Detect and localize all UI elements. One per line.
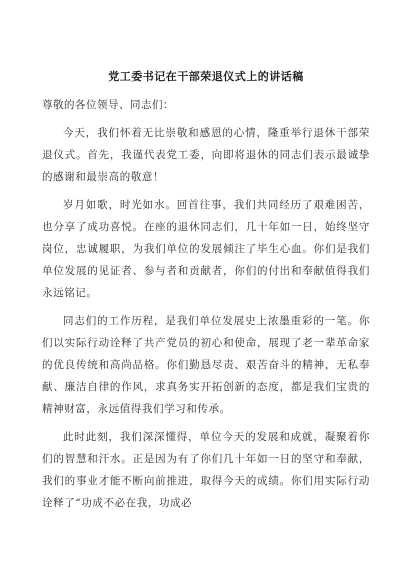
paragraph-3: 同志们的工作历程，是我们单位发展史上浓墨重彩的一笔。你们以实际行动诠释了共产党员的初心和使命，展现了老一辈革命家的优良传统和高尚品格。你们勤恳尽责、艰苦奋斗的精神，无私奉献、廉洁自律的作风，求真务实开拓创新的态度，都是我们宝贵的精神财富，永远值得我们学习和传承。 [42, 315, 370, 415]
paragraph-2: 岁月如歌，时光如水。回首往事，我们共同经历了艰难困苦，也分享了成功喜悦。在座的退休同志们，几十年如一日，始终坚守岗位，忠诚履职，为我们单位的发展倾注了毕生心血。你们是我们单位发展的见证者、参与者和贡献者，你们的付出和奉献值得我们永远铭记。 [42, 199, 370, 299]
document-title: 党工委书记在干部荣退仪式上的讲话稿 [108, 70, 304, 83]
paragraph-4: 此时此刻，我们深深懂得，单位今天的发展和成就，凝聚着你们的智慧和汗水。正是因为有了你们几十年如一日的坚守和奉献，我们的事业才能不断向前推进，取得今天的成绩。你们用实际行动诠释了“功成不必在我，功成必 [42, 431, 370, 509]
paragraph-1: 今天，我们怀着无比崇敬和感恩的心情，隆重举行退休干部荣退仪式。首先，我谨代表党工委，向即将退休的同志们表示最诚挚的感谢和最崇高的敬意！ [42, 127, 370, 183]
salutation: 尊敬的各位领导、同志们： [42, 99, 174, 111]
